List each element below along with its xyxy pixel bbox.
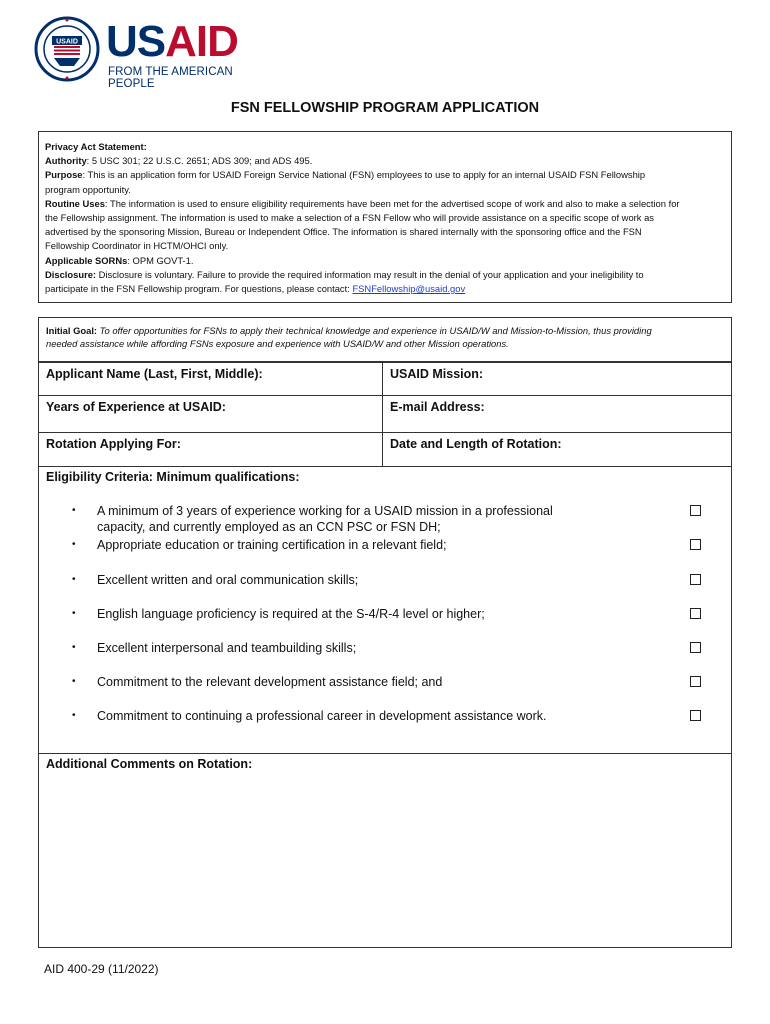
goal-text-2: needed assistance while affording FSNs exposure and experience with USAID/W and other Mission operations. <box>46 338 509 350</box>
usaid-wordmark: USAID <box>106 17 238 66</box>
applicant-name-field[interactable]: Applicant Name (Last, First, Middle): <box>39 363 383 395</box>
purpose-label: Purpose <box>45 169 83 181</box>
privacy-heading: Privacy Act Statement: <box>45 141 147 152</box>
goal-label: Initial Goal: <box>46 325 98 336</box>
authority-text: : 5 USC 301; 22 U.S.C. 2651; ADS 309; and ADS 495. <box>86 155 313 167</box>
rotation-field[interactable]: Rotation Applying For: <box>39 433 383 466</box>
application-form <box>38 362 732 948</box>
criterion-text: Commitment to continuing a professional career in development assistance work. <box>97 709 547 723</box>
comments-label: Additional Comments on Rotation: <box>46 757 253 771</box>
usaid-logo <box>34 16 264 90</box>
purpose-text-2: program opportunity. <box>45 183 131 195</box>
routine-text-2: the Fellowship assignment. The information is used to make a selection of a FSN Fellow who will provide assistance on a specific scope of work as <box>45 212 654 224</box>
authority-label: Authority <box>45 155 87 167</box>
sorns-label: Applicable SORNs <box>45 254 128 266</box>
criterion-text: Excellent interpersonal and teambuilding skills; <box>97 641 357 655</box>
goal-text-1: To offer opportunities for FSNs to apply their technical knowledge and experience in USAID/W and Mission-to-Mission, thus providing <box>97 325 652 336</box>
routine-uses-label: Routine Uses <box>45 197 105 209</box>
disclosure-label: Disclosure: <box>45 268 97 280</box>
criterion-text: Commitment to the relevant development assistance field; and <box>97 675 443 689</box>
page-title: FSN FELLOWSHIP PROGRAM APPLICATION <box>230 100 540 116</box>
bullet: • <box>72 676 76 687</box>
disclosure-text-1: Disclosure is voluntary. Failure to provide the required information may result in the denial of your application and your ineligibility to <box>96 268 644 280</box>
sorns-text: : OPM GOVT-1. <box>127 254 194 266</box>
criterion-text: English language proficiency is required at the S-4/R-4 level or higher; <box>97 607 485 621</box>
seal-text: USAID <box>56 38 78 46</box>
privacy-act-statement <box>38 131 732 303</box>
criterion-checkbox[interactable] <box>690 642 701 653</box>
initial-goal <box>38 317 732 362</box>
bullet: • <box>72 574 76 585</box>
criterion-checkbox[interactable] <box>690 710 701 721</box>
disclosure-text-2: participate in the FSN Fellowship program. For questions, please contact: <box>45 283 353 295</box>
bullet: • <box>72 505 76 516</box>
criterion-text: A minimum of 3 years of experience working for a USAID mission in a professional capacity, and currently employed as an CCN PSC or FSN DH; <box>97 504 553 534</box>
form-number: AID 400-29 (11/2022) <box>44 962 159 976</box>
contact-email-link[interactable]: FSNFellowship@usaid.gov <box>352 283 466 295</box>
form-row-name-mission <box>39 363 731 396</box>
criterion-checkbox[interactable] <box>690 574 701 585</box>
routine-text-1: : The information is used to ensure eligibility requirements have been met for the advertised scope of work and also to make a selection for <box>104 197 680 209</box>
routine-text-3: advertised by the sponsoring Mission, Bureau or Independent Office. The information is shared internally with the sponsoring office and the FSN <box>45 226 642 238</box>
eligibility-title: Eligibility Criteria: Minimum qualifications: <box>46 470 300 484</box>
years-experience-field[interactable]: Years of Experience at USAID: <box>39 396 383 432</box>
bullet: • <box>72 710 76 721</box>
purpose-text-1: : This is an application form for USAID Foreign Service National (FSN) employees to use to apply for an internal USAID FSN Fellowship <box>82 169 646 181</box>
section-divider <box>39 753 731 754</box>
comments-textarea[interactable] <box>40 775 730 945</box>
usaid-seal-icon <box>34 16 100 82</box>
tagline: FROM THE AMERICAN PEOPLE <box>108 66 233 90</box>
usaid-mission-field[interactable]: USAID Mission: <box>390 367 484 381</box>
criterion-checkbox[interactable] <box>690 539 701 550</box>
criterion-checkbox[interactable] <box>690 676 701 687</box>
form-row-rotation-date <box>39 433 731 467</box>
date-length-field[interactable]: Date and Length of Rotation: <box>390 437 562 451</box>
bullet: • <box>72 642 76 653</box>
criterion-text: Excellent written and oral communication skills; <box>97 573 359 587</box>
criterion-checkbox[interactable] <box>690 505 701 516</box>
bullet: • <box>72 608 76 619</box>
criterion-checkbox[interactable] <box>690 608 701 619</box>
criterion-text: Appropriate education or training certification in a relevant field; <box>97 538 447 552</box>
email-field[interactable]: E-mail Address: <box>390 400 485 414</box>
form-row-years-email <box>39 396 731 433</box>
routine-text-4: Fellowship Coordinator in HCTM/OHCI only. <box>45 240 229 252</box>
bullet: • <box>72 539 76 550</box>
